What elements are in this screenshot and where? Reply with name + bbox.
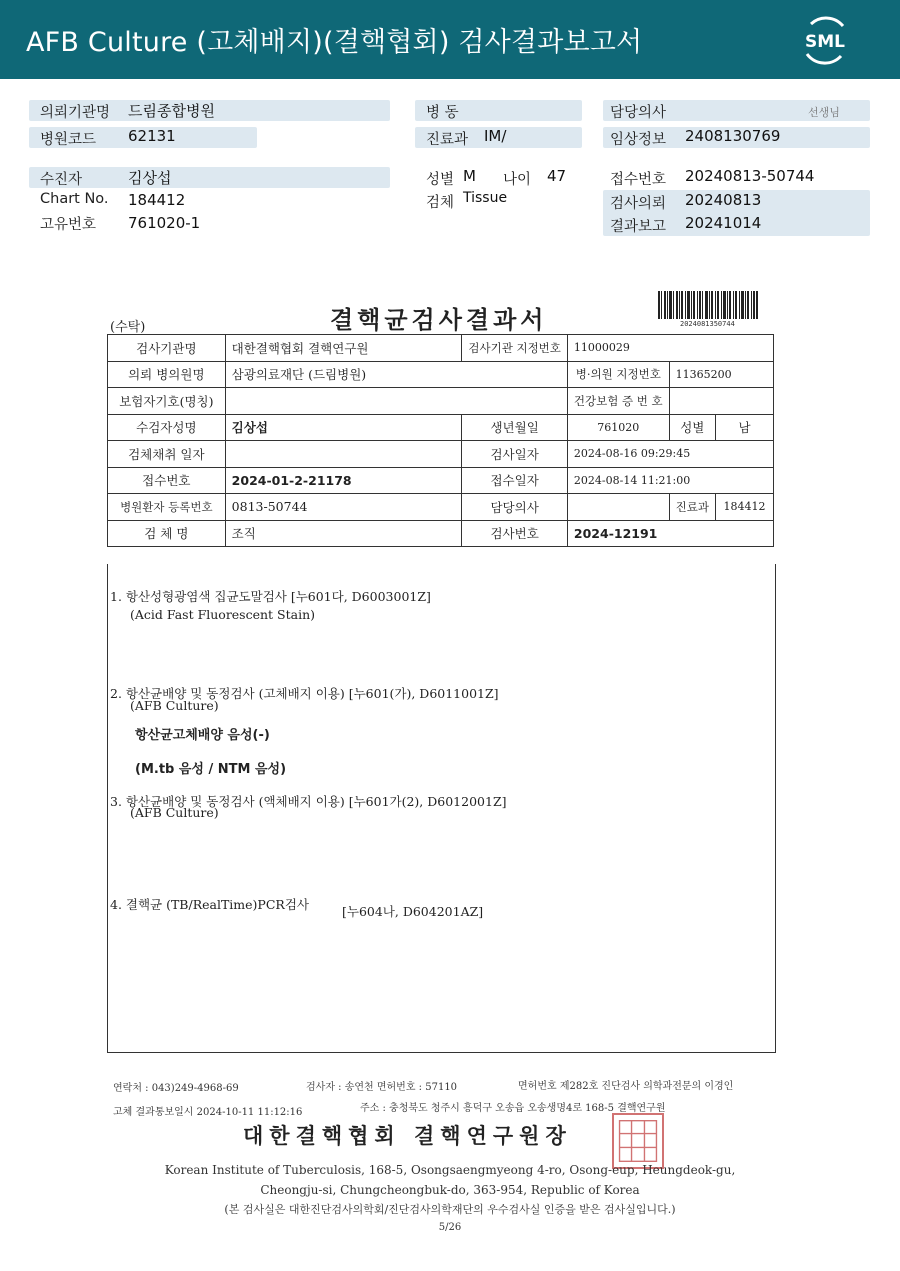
barcode-number: 2024081350744 xyxy=(680,320,735,328)
logo-text: SML xyxy=(805,32,845,52)
sml-logo xyxy=(797,14,853,66)
sex-value: M xyxy=(463,167,476,185)
name-label: 수검자성명 xyxy=(108,414,226,441)
result-item-4-code: [누604나, D604201AZ] xyxy=(342,904,484,919)
doc-dept-label: 진료과 xyxy=(669,494,715,521)
doc-doctor-value xyxy=(567,494,669,521)
tester-line: 검사자 : 송연천 면허번호 : 57110 xyxy=(306,1082,458,1093)
insured-label: 보험자기호(명칭) xyxy=(108,388,226,415)
license-line: 면허번호 제282호 진단검사 의학과전문의 이경인 xyxy=(518,1081,734,1092)
result-item-3: 3. 항산균배양 및 동정검사 (액체배지 이용) [누601가(2), D6012001Z] xyxy=(110,794,507,809)
table-row xyxy=(108,335,774,362)
req-hospital-value: 삼광의료재단 (드림병원) xyxy=(225,361,567,388)
request-value: 20240813 xyxy=(685,191,762,209)
doc-title: 결핵균검사결과서 xyxy=(330,305,548,334)
result-item-2: 2. 항산균배양 및 동정검사 (고체배지 이용) [누601(가), D6011001Z] xyxy=(110,686,499,701)
patient-label: 수진자 xyxy=(40,172,83,188)
address-line: 주소 : 충청북도 청주시 흥덕구 오송읍 오송생명4로 168-5 결핵연구원 xyxy=(360,1103,666,1114)
health-ins-label: 건강보험 증 번 호 xyxy=(567,388,669,415)
english-address-2: Cheongju-si, Chungcheongbuk-do, 363-954, Republic of Korea xyxy=(260,1183,640,1197)
hospital-value: 드림종합병원 xyxy=(128,102,215,120)
official-seal-icon xyxy=(612,1113,664,1169)
table-row xyxy=(108,494,774,521)
result-item-3-en: (AFB Culture) xyxy=(130,805,219,820)
doc-receipt-value: 2024-01-2-21178 xyxy=(225,467,462,494)
test-no-value: 2024-12191 xyxy=(567,520,773,547)
age-label: 나이 xyxy=(503,172,532,188)
collect-label: 검체채취 일자 xyxy=(108,441,226,468)
receipt-date-label: 접수일자 xyxy=(462,467,568,494)
ward-label: 병 동 xyxy=(426,105,459,121)
report-label: 결과보고 xyxy=(610,219,667,235)
chart-label: Chart No. xyxy=(40,191,109,207)
patient-bar xyxy=(29,167,390,188)
result-item-1: 1. 항산성형광염색 집균도말검사 [누601다, D6003001Z] xyxy=(110,589,431,604)
reg-label: 병원환자 등록번호 xyxy=(108,494,226,521)
unique-label: 고유번호 xyxy=(40,217,97,233)
doc-dept-value: 184412 xyxy=(715,494,773,521)
doc-subtitle: (수탁) xyxy=(110,320,146,335)
sex-doc-label: 성별 xyxy=(669,414,715,441)
receipt-value: 20240813-50744 xyxy=(685,167,815,185)
clinical-label: 임상정보 xyxy=(610,132,667,148)
dept-value: IM/ xyxy=(484,127,507,145)
sex-doc-value: 남 xyxy=(715,414,773,441)
dept-label: 진료과 xyxy=(426,132,469,148)
code-value: 62131 xyxy=(128,127,176,145)
result-item-2-value: 항산균고체배양 음성(-) xyxy=(135,728,270,743)
result-item-1-en: (Acid Fast Fluorescent Stain) xyxy=(130,607,316,622)
lab-designation-value: 11000029 xyxy=(567,335,773,362)
health-ins-value xyxy=(669,388,773,415)
birth-value: 761020 xyxy=(567,414,669,441)
receipt-label: 접수번호 xyxy=(610,172,667,188)
table-row xyxy=(108,414,774,441)
request-label: 검사의뢰 xyxy=(610,196,667,212)
table-row xyxy=(108,467,774,494)
result-item-2-detail: (M.tb 음성 / NTM 음성) xyxy=(135,762,287,777)
code-label: 병원코드 xyxy=(40,132,97,148)
lab-name-value: 대한결핵협회 결핵연구원 xyxy=(225,335,462,362)
test-date-label: 검사일자 xyxy=(462,441,568,468)
receipt-date-value: 2024-08-14 11:21:00 xyxy=(567,467,773,494)
lab-name-label: 검사기관명 xyxy=(108,335,226,362)
notify-line: 고체 결과통보일시 2024-10-11 11:12:16 xyxy=(113,1107,303,1118)
report-header xyxy=(0,0,900,79)
clinic-designation-value: 11365200 xyxy=(669,361,773,388)
doc-specimen-label: 검 체 명 xyxy=(108,520,226,547)
contact-line: 연락처 : 043)249-4968-69 xyxy=(113,1083,239,1094)
patient-value: 김상섭 xyxy=(128,169,172,187)
reg-value: 0813-50744 xyxy=(225,494,462,521)
birth-label: 생년월일 xyxy=(462,414,568,441)
table-row xyxy=(108,441,774,468)
test-date-value: 2024-08-16 09:29:45 xyxy=(567,441,773,468)
clinical-value: 2408130769 xyxy=(685,127,781,145)
institute-name: 대한결핵협회 결핵연구원장 xyxy=(243,1123,572,1148)
page-number: 5/26 xyxy=(438,1222,462,1233)
table-row xyxy=(108,361,774,388)
table-row xyxy=(108,388,774,415)
doc-receipt-label: 접수번호 xyxy=(108,467,226,494)
lab-designation-label: 검사기관 지정번호 xyxy=(462,335,568,362)
specimen-value: Tissue xyxy=(463,190,508,206)
doc-doctor-label: 담당의사 xyxy=(462,494,568,521)
table-row xyxy=(108,520,774,547)
english-address-1: Korean Institute of Tuberculosis, 168-5, Osongsaengmyeong 4-ro, Osong-eup, Heungdeok-gu, xyxy=(164,1163,736,1177)
age-value: 47 xyxy=(547,167,567,185)
result-item-4: 4. 결핵균 (TB/RealTime)PCR검사 xyxy=(110,897,309,912)
doc-info-table xyxy=(107,334,774,547)
result-item-2-en: (AFB Culture) xyxy=(130,698,219,713)
doctor-suffix: 선생님 xyxy=(808,106,840,119)
insured-value xyxy=(225,388,567,415)
specimen-label: 검체 xyxy=(426,195,455,211)
test-no-label: 검사번호 xyxy=(462,520,568,547)
clinic-designation-label: 병·의원 지정번호 xyxy=(567,361,669,388)
certification-note: (본 검사실은 대한진단검사의학회/진단검사의학재단의 우수검사실 인증을 받은 검사실입니다.) xyxy=(224,1203,676,1216)
doc-specimen-value: 조직 xyxy=(225,520,462,547)
req-hospital-label: 의뢰 병의원명 xyxy=(108,361,226,388)
doctor-label: 담당의사 xyxy=(610,105,667,121)
sex-label: 성별 xyxy=(426,172,455,188)
unique-value: 761020-1 xyxy=(128,214,201,232)
chart-value: 184412 xyxy=(128,191,186,209)
name-value: 김상섭 xyxy=(225,414,462,441)
barcode-icon xyxy=(658,291,758,319)
report-title: AFB Culture (고체배지)(결핵협회) 검사결과보고서 xyxy=(26,27,643,58)
hospital-label: 의뢰기관명 xyxy=(40,105,111,121)
report-value: 20241014 xyxy=(685,214,762,232)
collect-value xyxy=(225,441,462,468)
